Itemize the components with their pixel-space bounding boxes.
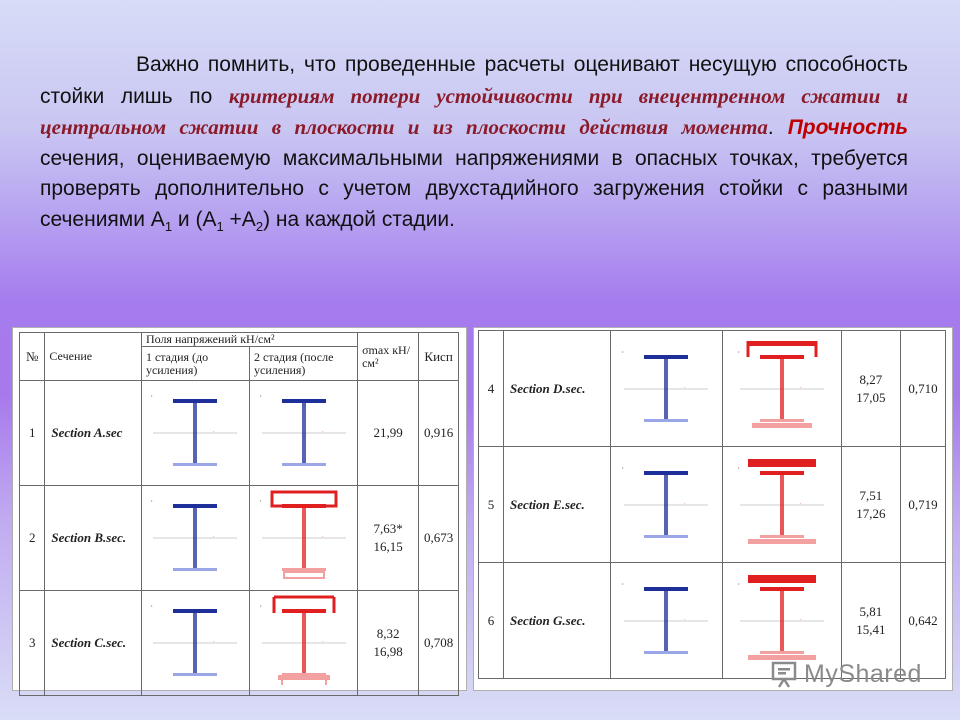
sigma-max-value: 7,63* 16,15 <box>358 486 419 591</box>
col-k-header: Кисп <box>419 333 459 381</box>
col-section-header: Сечение <box>45 333 142 381</box>
svg-text:·: · <box>799 616 802 623</box>
svg-text:·: · <box>321 639 324 645</box>
svg-text:·: · <box>321 429 324 435</box>
row-number: 6 <box>479 563 504 679</box>
paragraph-text-2: сечения, оцениваемую максимальными напряжениями в опасных точках, требуется проверять дополнительно с учетом двухстадийного загружения стойки с разными сечениями А <box>40 146 908 231</box>
sigma-max-value: 8,27 17,05 <box>841 331 900 447</box>
k-value: 0,916 <box>419 381 459 486</box>
svg-text:•: • <box>151 603 153 608</box>
section-name: Section D.sec. <box>504 331 611 447</box>
svg-text:•: • <box>151 393 153 398</box>
row-number: 4 <box>479 331 504 447</box>
subscript: 1 <box>164 218 173 234</box>
svg-text:·: · <box>684 616 687 623</box>
section-name: Section G.sec. <box>504 563 611 679</box>
table-panel-right <box>473 327 953 691</box>
paragraph-text: Важно помнить, что проведенные расчеты оценивают несущую способность стойки лишь по <box>40 53 908 108</box>
stage1-stress-figure <box>611 331 722 447</box>
svg-text:•: • <box>622 348 624 354</box>
section-name: Section C.sec. <box>45 591 142 696</box>
col-fields-header: Поля напряжений кН/см² <box>141 333 357 347</box>
row-number: 2 <box>20 486 45 591</box>
svg-text:•: • <box>259 603 261 608</box>
svg-text:•: • <box>737 464 740 470</box>
main-paragraph <box>40 50 908 242</box>
svg-text:·: · <box>799 384 802 391</box>
k-value: 0,719 <box>900 447 945 563</box>
svg-text:•: • <box>622 580 624 586</box>
results-table-left <box>19 332 459 696</box>
stage1-stress-figure <box>611 447 722 563</box>
watermark <box>770 658 922 690</box>
paragraph-text-4: +А <box>229 207 256 231</box>
row-number: 5 <box>479 447 504 563</box>
table-row <box>479 447 946 563</box>
row-number: 1 <box>20 381 45 486</box>
svg-text:·: · <box>213 639 216 645</box>
k-value: 0,708 <box>419 591 459 696</box>
col-stage1-header: 1 стадия (до усиления) <box>141 347 249 381</box>
svg-text:•: • <box>737 348 740 354</box>
watermark-text: MyShared <box>804 659 922 688</box>
subscript: 2 <box>255 218 264 234</box>
svg-text:·: · <box>213 429 216 435</box>
k-value: 0,710 <box>900 331 945 447</box>
svg-text:·: · <box>213 534 216 540</box>
stage2-stress-figure <box>722 447 841 563</box>
table-row <box>20 381 459 486</box>
section-name: Section A.sec <box>45 381 142 486</box>
stage1-stress-figure <box>141 381 249 486</box>
paragraph-strong: Прочность <box>787 116 908 139</box>
svg-text:•: • <box>151 498 153 503</box>
paragraph-period: . <box>767 116 774 139</box>
svg-text:·: · <box>321 534 324 540</box>
svg-text:•: • <box>259 393 261 398</box>
sigma-max-value: 5,81 15,41 <box>841 563 900 679</box>
section-name: Section E.sec. <box>504 447 611 563</box>
svg-text:·: · <box>799 500 802 507</box>
svg-text:•: • <box>737 580 740 586</box>
stage2-stress-figure <box>722 331 841 447</box>
paragraph-highlight: критериям потери устойчивости при внецентренном сжатии и центральном сжатии в плоскости и из плоскости действия момента <box>40 83 908 139</box>
paragraph-text-3: и (А <box>177 207 217 231</box>
col-no-header: № <box>20 333 45 381</box>
stage2-stress-figure <box>250 591 358 696</box>
stage1-stress-figure <box>141 591 249 696</box>
stage1-stress-figure <box>141 486 249 591</box>
col-sigma-header: σmax кН/см² <box>358 333 419 381</box>
svg-text:·: · <box>684 384 687 391</box>
table-row <box>20 591 459 696</box>
stage1-stress-figure <box>611 563 722 679</box>
paragraph-text-5: ) на каждой стадии. <box>263 207 455 231</box>
stage2-stress-figure <box>250 486 358 591</box>
k-value: 0,642 <box>900 563 945 679</box>
table-row <box>20 486 459 591</box>
section-name: Section B.sec. <box>45 486 142 591</box>
k-value: 0,673 <box>419 486 459 591</box>
presentation-icon <box>770 659 800 689</box>
results-table-right <box>478 330 946 679</box>
col-stage2-header: 2 стадия (после усиления) <box>250 347 358 381</box>
sigma-max-value: 7,51 17,26 <box>841 447 900 563</box>
stage2-stress-figure <box>250 381 358 486</box>
sigma-max-value: 8,32 16,98 <box>358 591 419 696</box>
svg-text:•: • <box>259 498 261 503</box>
svg-text:•: • <box>622 464 624 470</box>
table-panel-left <box>12 327 467 691</box>
subscript: 1 <box>216 218 224 234</box>
sigma-max-value: 21,99 <box>358 381 419 486</box>
svg-text:·: · <box>684 500 687 507</box>
table-row <box>479 331 946 447</box>
row-number: 3 <box>20 591 45 696</box>
